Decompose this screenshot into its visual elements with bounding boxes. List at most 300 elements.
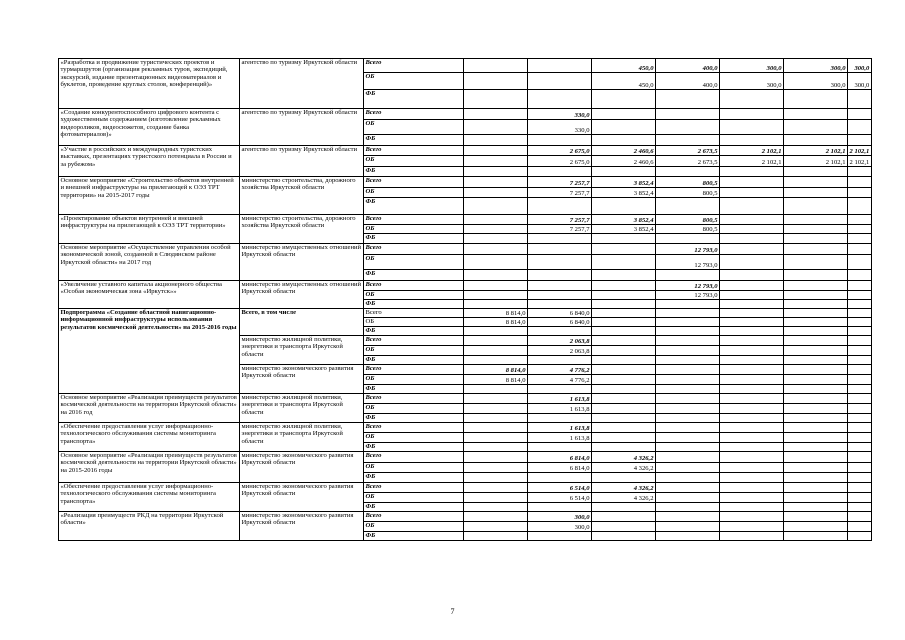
amount-cell — [720, 244, 784, 255]
executor-cell: агентство по туризму Иркутской области — [240, 59, 364, 109]
amount-cell — [656, 493, 720, 503]
amount-cell — [720, 452, 784, 463]
funding-source-cell: Всего — [364, 365, 464, 375]
executor-cell: министерство экономического развития Иркутской области — [240, 452, 364, 483]
amount-cell — [464, 215, 528, 225]
amount-cell — [464, 394, 528, 404]
amount-cell — [656, 473, 720, 483]
amount-cell — [464, 346, 528, 356]
amount-cell — [592, 414, 656, 423]
amount-cell — [464, 244, 528, 255]
amount-cell: 2 673,5 — [656, 146, 720, 156]
table-row — [59, 512, 872, 522]
amount-cell: 400,0 — [656, 73, 720, 90]
funding-source-cell: ОБ — [364, 188, 464, 198]
amount-cell — [592, 443, 656, 452]
amount-cell — [464, 300, 528, 309]
amount-cell — [784, 215, 848, 225]
table-row — [59, 452, 872, 463]
amount-cell — [464, 270, 528, 281]
amount-cell: 8 814,0 — [464, 365, 528, 375]
amount-cell — [656, 503, 720, 512]
amount-cell — [592, 291, 656, 300]
amount-cell — [720, 423, 784, 433]
amount-cell — [720, 255, 784, 270]
funding-source-cell: ФБ — [364, 300, 464, 309]
funding-source-cell: ОБ — [364, 318, 464, 327]
amount-cell — [656, 365, 720, 375]
amount-cell: 6 814,0 — [528, 452, 592, 463]
amount-cell — [656, 483, 720, 493]
amount-cell: 800,5 — [656, 188, 720, 198]
activity-name-cell: Основное мероприятие «Реализация преимуществ результатов космической деятельности на территории Иркутской области» на 2016 год — [59, 394, 240, 423]
activity-name-cell: «Реализация преимуществ РКД на территории Иркутской области» — [59, 512, 240, 541]
amount-cell — [464, 385, 528, 394]
amount-cell — [720, 404, 784, 414]
funding-source-cell: Всего — [364, 309, 464, 318]
amount-cell — [720, 356, 784, 365]
amount-cell: 1 613,8 — [528, 423, 592, 433]
table-row — [59, 244, 872, 255]
executor-cell: министерство имущественных отношений Иркутской области — [240, 281, 364, 309]
amount-cell — [592, 300, 656, 309]
amount-cell — [464, 327, 528, 336]
amount-cell — [464, 234, 528, 244]
amount-cell — [592, 522, 656, 532]
funding-source-cell: ФБ — [364, 167, 464, 177]
amount-cell — [784, 433, 848, 443]
amount-cell — [784, 532, 848, 541]
amount-cell: 4 326,2 — [592, 463, 656, 473]
amount-cell — [528, 73, 592, 90]
amount-cell — [656, 327, 720, 336]
amount-cell — [848, 473, 872, 483]
table-row — [59, 309, 872, 318]
amount-cell — [784, 463, 848, 473]
amount-cell — [848, 483, 872, 493]
amount-cell — [848, 493, 872, 503]
amount-cell — [592, 404, 656, 414]
amount-cell — [784, 443, 848, 452]
amount-cell — [720, 433, 784, 443]
amount-cell: 2 102,1 — [784, 156, 848, 167]
amount-cell: 300,0 — [720, 59, 784, 73]
executor-cell: министерство имущественных отношений Иркутской области — [240, 244, 364, 281]
amount-cell — [528, 234, 592, 244]
amount-cell — [784, 244, 848, 255]
amount-cell: 2 063,8 — [528, 336, 592, 346]
amount-cell: 6 840,0 — [528, 309, 592, 318]
table-row — [59, 483, 872, 493]
funding-source-cell: ОБ — [364, 291, 464, 300]
amount-cell: 7 257,7 — [528, 215, 592, 225]
table-row — [59, 423, 872, 433]
amount-cell — [592, 327, 656, 336]
amount-cell — [464, 452, 528, 463]
amount-cell — [592, 109, 656, 120]
amount-cell — [656, 309, 720, 318]
amount-cell — [784, 167, 848, 177]
amount-cell: 2 102,1 — [720, 146, 784, 156]
amount-cell — [848, 90, 872, 109]
amount-cell — [464, 493, 528, 503]
amount-cell — [528, 255, 592, 270]
funding-source-cell: Всего — [364, 336, 464, 346]
amount-cell — [592, 234, 656, 244]
amount-cell — [464, 156, 528, 167]
table-row — [59, 281, 872, 291]
funding-source-cell: ФБ — [364, 414, 464, 423]
amount-cell: 3 852,4 — [592, 177, 656, 188]
amount-cell — [592, 309, 656, 318]
amount-cell — [784, 404, 848, 414]
amount-cell: 7 257,7 — [528, 225, 592, 234]
amount-cell — [784, 177, 848, 188]
amount-cell — [656, 90, 720, 109]
amount-cell — [784, 281, 848, 291]
amount-cell — [720, 198, 784, 215]
amount-cell: 8 814,0 — [464, 318, 528, 327]
amount-cell — [592, 433, 656, 443]
amount-cell — [720, 443, 784, 452]
amount-cell — [656, 375, 720, 385]
activity-name-cell: «Проектирование объектов внутренней и внешней инфраструктуры на прилегающей к ОЭЗ ТРТ территории» — [59, 215, 240, 244]
amount-cell — [720, 188, 784, 198]
amount-cell: 1 613,8 — [528, 404, 592, 414]
amount-cell — [464, 483, 528, 493]
amount-cell: 8 814,0 — [464, 309, 528, 318]
amount-cell: 12 793,0 — [656, 255, 720, 270]
amount-cell: 4 326,2 — [592, 483, 656, 493]
amount-cell — [464, 463, 528, 473]
amount-cell — [464, 188, 528, 198]
amount-cell — [848, 423, 872, 433]
funding-source-cell: ФБ — [364, 135, 464, 146]
funding-source-cell: Всего — [364, 281, 464, 291]
amount-cell — [464, 433, 528, 443]
amount-cell — [528, 300, 592, 309]
amount-cell — [720, 109, 784, 120]
amount-cell — [656, 452, 720, 463]
amount-cell — [720, 483, 784, 493]
table-row — [59, 215, 872, 225]
amount-cell — [784, 255, 848, 270]
funding-source-cell: ОБ — [364, 156, 464, 167]
funding-source-cell: ФБ — [364, 443, 464, 452]
amount-cell: 300,0 — [784, 73, 848, 90]
amount-cell — [592, 120, 656, 135]
amount-cell — [592, 255, 656, 270]
amount-cell — [592, 90, 656, 109]
amount-cell — [784, 225, 848, 234]
amount-cell — [464, 522, 528, 532]
page-number: 7 — [450, 607, 455, 616]
amount-cell — [592, 385, 656, 394]
amount-cell — [528, 244, 592, 255]
executor-cell: министерство строительства, дорожного хозяйства Иркутской области — [240, 177, 364, 215]
amount-cell — [848, 404, 872, 414]
amount-cell — [528, 291, 592, 300]
amount-cell — [528, 90, 592, 109]
amount-cell — [656, 443, 720, 452]
executor-cell: агентство по туризму Иркутской области — [240, 146, 364, 177]
amount-cell: 2 673,5 — [656, 156, 720, 167]
amount-cell — [784, 291, 848, 300]
amount-cell — [848, 198, 872, 215]
amount-cell: 4 776,2 — [528, 375, 592, 385]
executor-cell: министерство строительства, дорожного хозяйства Иркутской области — [240, 215, 364, 244]
amount-cell — [784, 318, 848, 327]
amount-cell — [656, 532, 720, 541]
table-body — [59, 59, 872, 541]
amount-cell — [464, 109, 528, 120]
amount-cell — [848, 120, 872, 135]
amount-cell — [848, 443, 872, 452]
amount-cell: 4 326,2 — [592, 493, 656, 503]
amount-cell — [592, 167, 656, 177]
funding-source-cell: ОБ — [364, 120, 464, 135]
amount-cell — [528, 443, 592, 452]
amount-cell — [720, 281, 784, 291]
amount-cell — [848, 281, 872, 291]
amount-cell — [784, 90, 848, 109]
amount-cell: 3 852,4 — [592, 188, 656, 198]
amount-cell — [784, 452, 848, 463]
amount-cell — [784, 503, 848, 512]
amount-cell — [784, 336, 848, 346]
funding-source-cell: ФБ — [364, 385, 464, 394]
funding-source-cell: Всего — [364, 452, 464, 463]
amount-cell — [464, 90, 528, 109]
amount-cell — [848, 452, 872, 463]
amount-cell — [720, 463, 784, 473]
amount-cell — [464, 255, 528, 270]
table-row — [59, 394, 872, 404]
funding-source-cell: ФБ — [364, 327, 464, 336]
amount-cell — [464, 59, 528, 73]
amount-cell: 330,0 — [528, 120, 592, 135]
amount-cell — [784, 198, 848, 215]
amount-cell — [464, 198, 528, 215]
amount-cell — [528, 135, 592, 146]
amount-cell — [848, 167, 872, 177]
amount-cell — [784, 270, 848, 281]
amount-cell — [720, 309, 784, 318]
amount-cell — [720, 365, 784, 375]
amount-cell — [464, 404, 528, 414]
amount-cell: 12 793,0 — [656, 244, 720, 255]
amount-cell — [464, 135, 528, 146]
amount-cell — [720, 346, 784, 356]
amount-cell — [656, 270, 720, 281]
amount-cell — [592, 318, 656, 327]
amount-cell — [592, 394, 656, 404]
amount-cell — [720, 512, 784, 522]
amount-cell — [656, 336, 720, 346]
executor-cell: агентство по туризму Иркутской области — [240, 109, 364, 146]
amount-cell: 7 257,7 — [528, 188, 592, 198]
amount-cell — [720, 291, 784, 300]
amount-cell: 300,0 — [848, 59, 872, 73]
amount-cell: 800,5 — [656, 215, 720, 225]
amount-cell: 2 102,1 — [848, 146, 872, 156]
amount-cell — [720, 522, 784, 532]
activity-name-cell: «Разработка и продвижение туристических проектов и турмаршрутов (организация рекламных туров, экспедиций, экскурсий, издание презентационных видеоматериалов и буклетов, проведение круглых столов, конференций)» — [59, 59, 240, 109]
funding-source-cell: ОБ — [364, 522, 464, 532]
amount-cell — [784, 493, 848, 503]
amount-cell — [784, 365, 848, 375]
amount-cell — [848, 270, 872, 281]
amount-cell: 300,0 — [720, 73, 784, 90]
amount-cell — [464, 423, 528, 433]
funding-source-cell: Всего — [364, 215, 464, 225]
amount-cell — [592, 198, 656, 215]
amount-cell — [784, 309, 848, 318]
amount-cell — [720, 493, 784, 503]
amount-cell — [656, 234, 720, 244]
amount-cell — [720, 473, 784, 483]
amount-cell — [592, 532, 656, 541]
amount-cell — [528, 385, 592, 394]
amount-cell — [848, 414, 872, 423]
amount-cell — [720, 318, 784, 327]
amount-cell — [656, 414, 720, 423]
amount-cell: 300,0 — [528, 512, 592, 522]
executor-cell: министерство экономического развития Иркутской области — [240, 512, 364, 541]
amount-cell: 2 102,1 — [848, 156, 872, 167]
funding-source-cell: Всего — [364, 109, 464, 120]
amount-cell — [464, 443, 528, 452]
amount-cell — [528, 532, 592, 541]
amount-cell: 4 326,2 — [592, 452, 656, 463]
amount-cell — [656, 522, 720, 532]
amount-cell — [464, 73, 528, 90]
amount-cell — [848, 234, 872, 244]
amount-cell: 330,0 — [528, 109, 592, 120]
activity-name-cell: «Обеспечение предоставления услуг информационно-технологического обслуживания системы мониторинга транспорта» — [59, 423, 240, 452]
amount-cell — [464, 473, 528, 483]
amount-cell — [656, 198, 720, 215]
amount-cell — [848, 503, 872, 512]
amount-cell — [720, 135, 784, 146]
amount-cell — [464, 356, 528, 365]
amount-cell — [656, 404, 720, 414]
amount-cell — [592, 270, 656, 281]
amount-cell: 7 257,7 — [528, 177, 592, 188]
amount-cell: 2 102,1 — [784, 146, 848, 156]
amount-cell — [784, 109, 848, 120]
amount-cell — [848, 291, 872, 300]
funding-source-cell: Всего — [364, 59, 464, 73]
amount-cell — [720, 532, 784, 541]
amount-cell — [464, 532, 528, 541]
amount-cell — [848, 346, 872, 356]
funding-source-cell: ФБ — [364, 198, 464, 215]
amount-cell — [784, 414, 848, 423]
amount-cell — [592, 423, 656, 433]
amount-cell — [592, 503, 656, 512]
amount-cell — [592, 346, 656, 356]
amount-cell — [848, 255, 872, 270]
activity-name-cell: «Участие в российских и международных туристских выставках, презентациях туристского потенциала в России и за рубежом» — [59, 146, 240, 177]
amount-cell — [848, 327, 872, 336]
amount-cell: 300,0 — [528, 522, 592, 532]
table-row — [59, 177, 872, 188]
amount-cell: 6 840,0 — [528, 318, 592, 327]
amount-cell — [848, 522, 872, 532]
funding-source-cell: ФБ — [364, 90, 464, 109]
amount-cell — [784, 385, 848, 394]
amount-cell — [848, 336, 872, 346]
executor-cell: министерство экономического развития Иркутской области — [240, 365, 364, 394]
amount-cell: 3 852,4 — [592, 225, 656, 234]
amount-cell: 1 613,8 — [528, 394, 592, 404]
amount-cell — [464, 512, 528, 522]
funding-source-cell: ОБ — [364, 73, 464, 90]
amount-cell — [528, 281, 592, 291]
amount-cell — [656, 167, 720, 177]
amount-cell — [848, 512, 872, 522]
amount-cell — [528, 59, 592, 73]
funding-source-cell: Всего — [364, 394, 464, 404]
amount-cell — [464, 414, 528, 423]
amount-cell — [464, 291, 528, 300]
amount-cell — [464, 336, 528, 346]
amount-cell — [848, 225, 872, 234]
activity-name-cell: Основное мероприятие «Реализация преимуществ результатов космической деятельности на территории Иркутской области» на 2015-2016 годы — [59, 452, 240, 483]
amount-cell: 2 460,6 — [592, 146, 656, 156]
amount-cell — [656, 463, 720, 473]
amount-cell — [592, 473, 656, 483]
amount-cell — [848, 188, 872, 198]
amount-cell — [784, 135, 848, 146]
amount-cell — [592, 281, 656, 291]
amount-cell — [656, 135, 720, 146]
amount-cell — [592, 512, 656, 522]
funding-source-cell: ОБ — [364, 225, 464, 234]
amount-cell: 8 814,0 — [464, 375, 528, 385]
amount-cell — [720, 120, 784, 135]
amount-cell — [848, 309, 872, 318]
funding-source-cell: Всего — [364, 146, 464, 156]
amount-cell — [848, 375, 872, 385]
amount-cell: 300,0 — [784, 59, 848, 73]
amount-cell — [720, 385, 784, 394]
amount-cell: 6 814,0 — [528, 463, 592, 473]
activity-name-cell: «Создание конкурентоспособного цифрового контента с художественным содержанием (изготовление рекламных видеороликов, видеосюжетов, создание банка фотоматериалов)» — [59, 109, 240, 146]
amount-cell — [848, 135, 872, 146]
amount-cell — [784, 483, 848, 493]
amount-cell: 450,0 — [592, 73, 656, 90]
amount-cell — [720, 177, 784, 188]
amount-cell — [464, 503, 528, 512]
amount-cell — [848, 356, 872, 365]
amount-cell — [528, 198, 592, 215]
amount-cell — [592, 244, 656, 255]
amount-cell — [656, 423, 720, 433]
funding-source-cell: ОБ — [364, 433, 464, 443]
funding-source-cell: ФБ — [364, 356, 464, 365]
activity-name-cell: «Обеспечение предоставления услуг информационно-технологического обслуживания системы мониторинга транспорта» — [59, 483, 240, 512]
amount-cell — [784, 512, 848, 522]
amount-cell — [720, 270, 784, 281]
funding-source-cell: Всего — [364, 177, 464, 188]
amount-cell: 1 613,8 — [528, 433, 592, 443]
funding-source-cell: ОБ — [364, 404, 464, 414]
amount-cell — [784, 356, 848, 365]
funding-source-cell: ФБ — [364, 473, 464, 483]
amount-cell — [656, 318, 720, 327]
